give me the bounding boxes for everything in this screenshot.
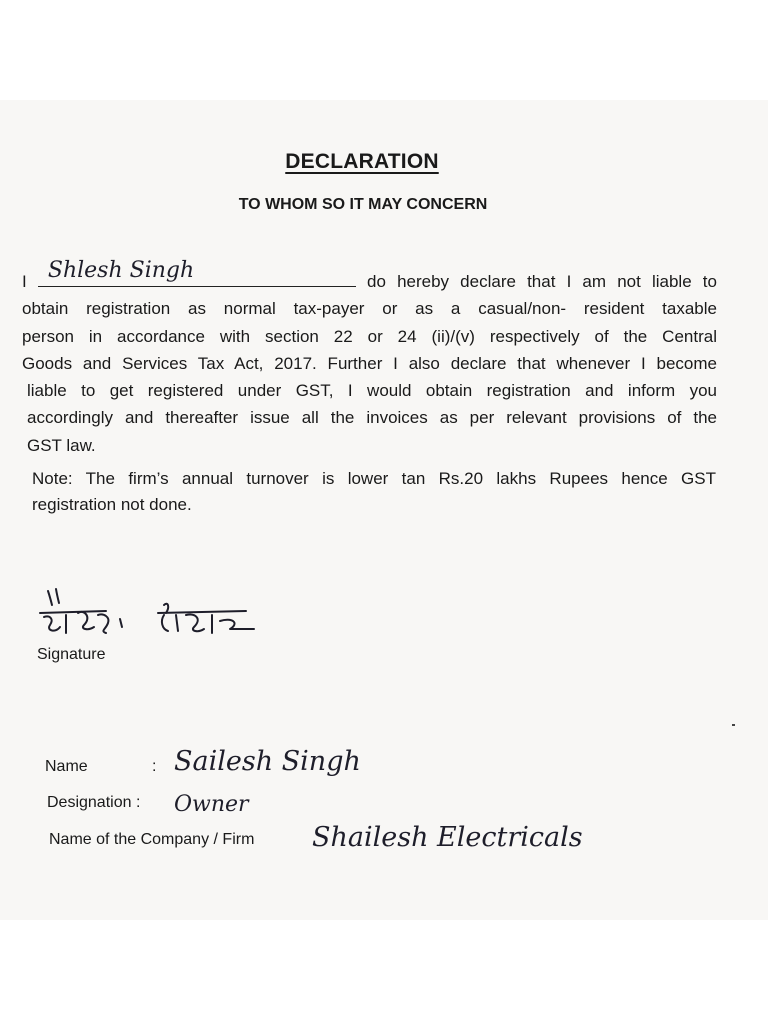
note-paragraph — [32, 466, 716, 518]
handwritten-designation: Owner — [174, 792, 249, 817]
declaration-line-7: GST law. — [27, 435, 96, 455]
document-title: DECLARATION — [285, 150, 439, 173]
declaration-line-6: accordingly and thereafter issue all the invoices as per relevant provisions of the — [27, 408, 717, 428]
declarant-name-blank — [38, 258, 356, 287]
declaration-line-3: person in accordance with section 22 or 24 (ii)/(v) respectively of the Central — [22, 326, 717, 346]
document-subtitle: TO WHOM SO IT MAY CONCERN — [238, 196, 488, 213]
declaration-paragraph — [22, 258, 717, 459]
company-label: Name of the Company / Firm — [49, 831, 255, 848]
declaration-line-1 — [22, 258, 717, 295]
declaration-text-1: do hereby declare that I am not liable to — [367, 272, 717, 291]
scan-speck — [732, 724, 735, 726]
declaration-line-2: obtain registration as normal tax-payer or as a casual/non- resident taxable — [22, 299, 717, 319]
signature-label: Signature — [37, 646, 106, 663]
handwritten-name: Sailesh Singh — [174, 746, 361, 777]
handwritten-declarant-name: Shlesh Singh — [47, 258, 195, 283]
name-colon: : — [152, 758, 157, 775]
declaration-line-4: Goods and Services Tax Act, 2017. Further I also declare that whenever I become — [22, 353, 717, 373]
name-label: Name — [45, 758, 88, 775]
note-line-1: Note: The firm’s annual turnover is lower tan Rs.20 lakhs Rupees hence GST — [32, 469, 716, 488]
declaration-line-5: liable to get registered under GST, I would obtain registration and inform you — [27, 381, 717, 401]
note-line-2: registration not done. — [32, 495, 192, 514]
declarant-prefix: I — [22, 272, 27, 291]
designation-label: Designation : — [47, 794, 141, 811]
handwritten-company: Shailesh Electricals — [312, 822, 583, 853]
handwritten-signature — [36, 585, 266, 647]
